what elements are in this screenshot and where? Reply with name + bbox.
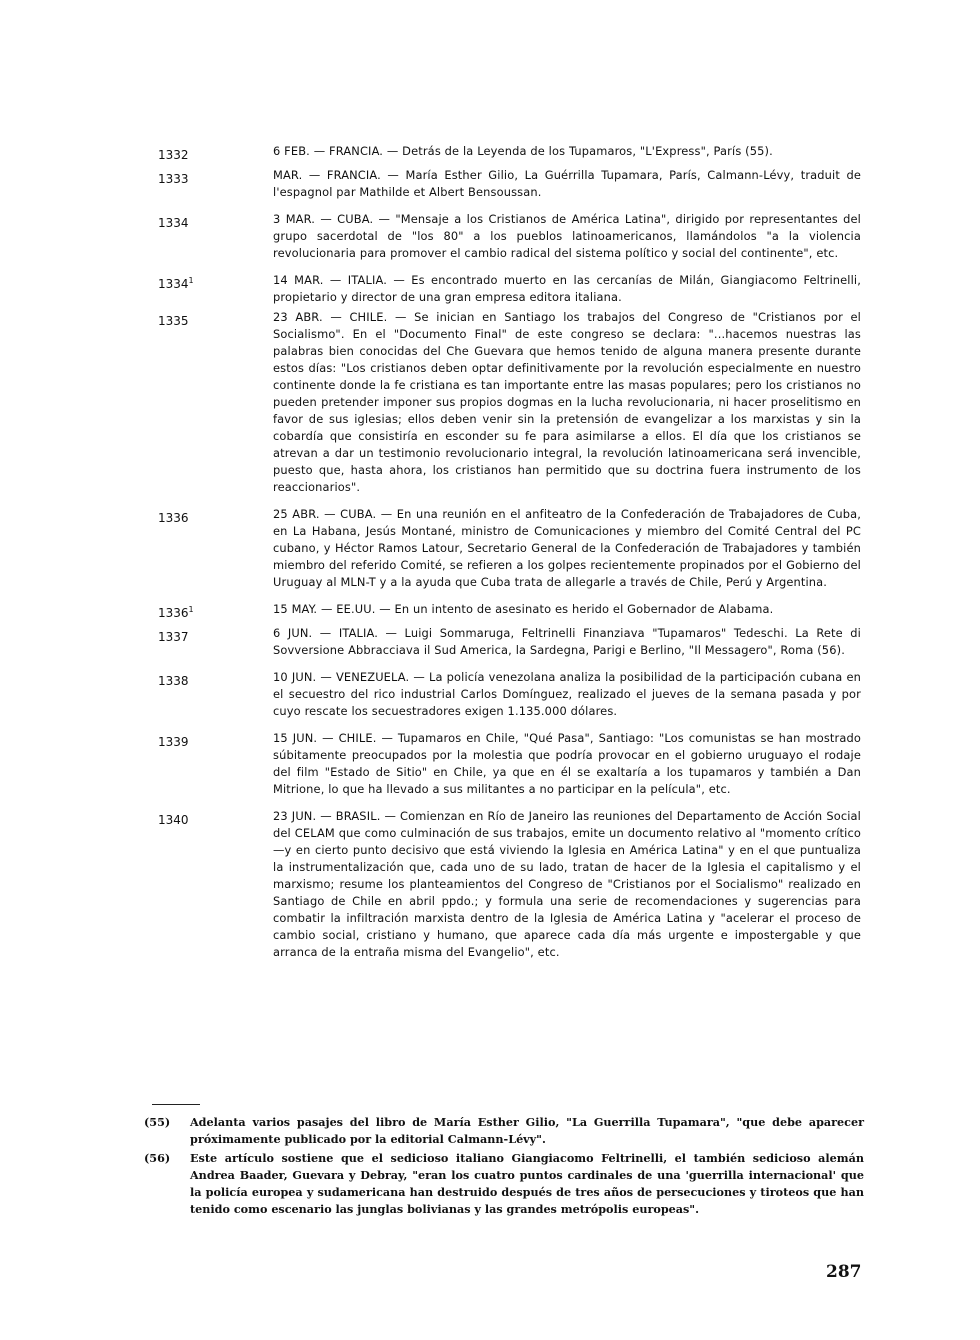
entry-number: 1338: [158, 674, 189, 688]
entry-text: 15 MAY. — EE.UU. — En un intento de asesinato es herido el Gobernador de Alabama.: [273, 602, 774, 616]
entry-text: 6 JUN. — ITALIA. — Luigi Sommaruga, Feltrinelli Finanziava "Tupamaros" Tedeschi. La Rete di Sovversione Abbracciava il Sud America, la Sardegna, Parigi e Berlino, "Il Messagero", Roma (56).: [273, 626, 861, 657]
entry-1338: [158, 669, 868, 720]
entry-1336: [158, 506, 868, 591]
entry-1334-1: [158, 272, 868, 306]
entry-1336-1: [158, 601, 868, 622]
footnotes: [144, 1114, 864, 1220]
entry-text: 6 FEB. — FRANCIA. — Detrás de la Leyenda de los Tupamaros, "L'Express", París (55).: [273, 144, 773, 158]
entry-number: 1336: [158, 511, 189, 525]
entry-text: 3 MAR. — CUBA. — "Mensaje a los Cristianos de América Latina", dirigido por representantes del grupo sacerdotal de "los 80" a los pueblos latinoamericanos, llamándolos "a la violencia revolucionaria para promover el cambio radical del sistema político y social del continente", etc.: [273, 212, 861, 260]
entry-number: 1336$^1$: [158, 605, 194, 620]
entry-1335: [158, 309, 868, 496]
entry-text: MAR. — FRANCIA. — María Esther Gilio, La Guérrilla Tupamara, París, Calmann-Lévy, traduit de l'espagnol par Mathilde et Albert Bensoussan.: [273, 168, 861, 199]
entry-text: 23 JUN. — BRASIL. — Comienzan en Río de Janeiro las reuniones del Departamento de Acción Social del CELAM que como culminación de sus trabajos, emite un documento relativo al "momento crítico —y en cierto punto decisivo que está viviendo la Iglesia en América Latina" y en el que puntualiza la instrumentalización que, cada uno de su lado, tratan de hacer de la Iglesia el capitalismo y el marxismo; resume los planteamientos del Congreso de "Cristianos por el Socialismo" realizado en Santiago de Chile en abril ppdo.; y formula una serie de recomendaciones y sugerencias para combatir la infiltración marxista dentro de la Iglesia de América Latina y "acelerar el proceso de cambio social, cristiano y humano, que aparece cada día más urgente e impostergable y que arranca de la entraña misma del Evangelio", etc.: [273, 809, 861, 959]
entry-text: 10 JUN. — VENEZUELA. — La policía venezolana analiza la posibilidad de la participación cubana en el secuestro del rico industrial Carlos Domínguez, realizado el jueves de la semana pasada y por cuyo rescate los secuestradores exigen 1.135.000 dólares.: [273, 670, 861, 718]
entry-number: 1340: [158, 813, 189, 827]
footnote-text: Adelanta varios pasajes del libro de María Esther Gilio, "La Guerrilla Tupamara", "que debe aparecer próximamente publicado por la editorial Calmann-Lévy".: [190, 1115, 864, 1146]
entry-number: 1332: [158, 148, 189, 162]
footnote-mark: (56): [144, 1151, 171, 1165]
entry-number: 1339: [158, 735, 189, 749]
footnote-55: [144, 1114, 864, 1148]
entry-text: 23 ABR. — CHILE. — Se inician en Santiago los trabajos del Congreso de "Cristianos por el Socialismo". En el "Documento Final" de este congreso se declara: "...hacemos nuestras las palabras bien conocidas del Che Guevara que hemos tenido de alguna manera presente durante estos días: "Los cristianos deben optar definitivamente por la revolución especialmente en nuestro continente donde la fe cristiana es tan importante entre las masas populares; pero los cristianos no pueden pretender imponer sus propios dogmas en la lucha revolucionaria, ni hacer proselitismo en favor de sus iglesias; ellos deben venir sin la pretensión de evangelizar a los marxistas y sin la cobardía que consistiría en esconder su fe para asimilarse a ellos. El día que los cristianos se atrevan a dar un testimonio revolucionario integral, la revolución latinoamericana será invencible, puesto que, hasta ahora, los cristianos han permitido que su doctrina fuera instrumento de los reaccionarios".: [273, 310, 861, 494]
footnote-text: Este artículo sostiene que el sedicioso italiano Giangiacomo Feltrinelli, el también sedicioso alemán Andrea Baader, Guevara y Debray, "eran los cuatro puntos cardinales de una 'guerrilla internacional' que la policía europea y sudamericana han destruido después de tres años de persecuciones y tiroteos que han tenido como escenario las junglas bolivianas y las grandes metrópolis europeas".: [190, 1151, 864, 1216]
entry-text: 14 MAR. — ITALIA. — Es encontrado muerto en las cercanías de Milán, Giangiacomo Feltrinelli, propietario y director de una gran empresa editora italiana.: [273, 273, 861, 304]
entry-1333: [158, 167, 868, 201]
footnote-56: [144, 1150, 864, 1218]
entry-text: 15 JUN. — CHILE. — Tupamaros en Chile, "Qué Pasa", Santiago: "Los comunistas se han mostrado súbitamente preocupados por la molestia que podría provocar en el gobierno uruguayo el rodaje del film "Estado de Sitio" en Chile, ya que en él se exaltaría a los tupamaros y también a Dan Mitrione, lo que ha llevado a sus militantes a no participar en la película", etc.: [273, 731, 861, 796]
chronology-entries: [158, 143, 868, 971]
entry-1334: [158, 211, 868, 262]
entry-number: 1337: [158, 630, 189, 644]
page-number: 287: [826, 1262, 862, 1282]
entry-1339: [158, 730, 868, 798]
entry-1332: [158, 143, 868, 164]
entry-1340: [158, 808, 868, 961]
entry-1337: [158, 625, 868, 659]
entry-text: 25 ABR. — CUBA. — En una reunión en el anfiteatro de la Confederación de Trabajadores de Cuba, en La Habana, Jesús Montané, ministro de Comunicaciones y miembro del Comité Central del PC cubano, y Héctor Ramos Latour, Secretario General de la Confederación de Trabajadores y también miembro del referido Comité, se refieren a los golpes recientemente propinados por el Gobierno del Uruguay al MLN-T y a la ayuda que Cuba trata de allegarle a través de Chile, Perú y Argentina.: [273, 507, 861, 589]
entry-number: 1334$^1$: [158, 276, 194, 291]
footnote-divider: [152, 1104, 200, 1105]
footnote-mark: (55): [144, 1115, 171, 1129]
entry-number: 1335: [158, 314, 189, 328]
entry-number: 1333: [158, 172, 189, 186]
entry-number: 1334: [158, 216, 189, 230]
